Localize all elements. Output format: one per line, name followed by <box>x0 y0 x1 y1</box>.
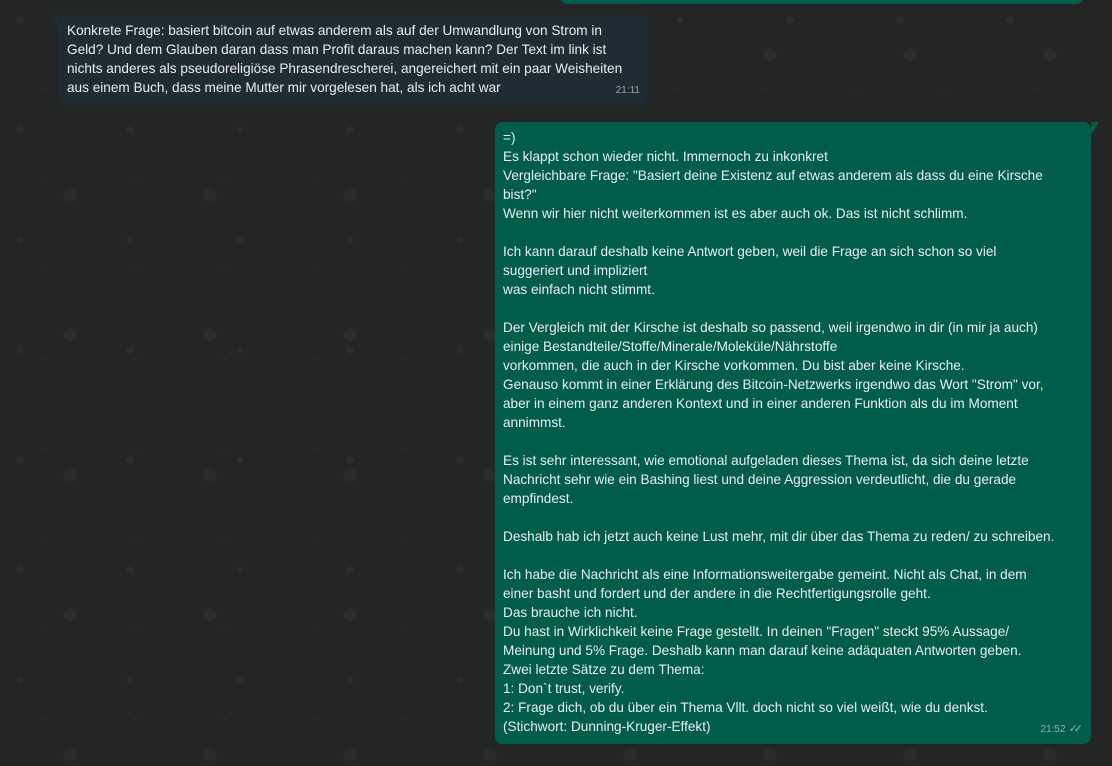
message-meta <box>616 81 640 100</box>
message-text: Konkrete Frage: basiert bitcoin auf etwas anderem als auf der Umwandlung von Strom in Geld? Und dem Glauben daran dass man Profit daraus machen kann? Der Text im link ist nichts anderes als pseudoreligiöse Phrasendrescherei, angereichert mit ein paar Weisheiten aus einem Buch, dass meine Mutter mir vorgelesen hat, als ich acht war <box>67 23 623 95</box>
incoming-message[interactable] <box>59 15 648 105</box>
double-check-icon: ✓✓ <box>1068 723 1079 735</box>
message-time: 21:11 <box>615 85 640 96</box>
message-time: 21:52 <box>1040 724 1066 735</box>
outgoing-message[interactable] <box>495 122 1091 744</box>
message-text: =) Es klappt schon wieder nicht. Immernoch zu inkonkret Vergleichbare Frage: "Basiert deine Existenz auf etwas anderem als dass du eine Kirsche bist?" Wenn wir hier nicht weiterkommen ist es aber auch ok. Das ist nicht schlimm. Ich kann darauf deshalb keine Antwort geben, weil die Frage an sich schon so viel suggeriert und impliziert was einfach nicht stimmt. Der Vergleich mit der Kirsche ist deshalb so passend, weil irgendwo in dir (in mir ja auch) einige Bestandteile/Stoffe/Minerale/Moleküle/Nährstoffe vorkommen, die auch in der Kirsche vorkommen. Du bist aber keine Kirsche. Genauso kommt in einer Erklärung des Bitcoin-Netzwerks irgendwo das Wort "Strom" vor, aber in einem ganz anderen Kontext und in einer anderen Funktion als du im Moment annimmst. Es ist sehr interessant, wie emotional aufgeladen dieses Thema ist, da sich deine letzte Nachricht sehr wie ein Bashing liest und deine Aggression verdeutlicht, die du gerade empfindest. Deshalb hab ich jetzt auch keine Lust mehr, mit dir über das Thema zu reden/ zu schreiben. Ich habe die Nachricht als eine Informationsweitergabe gemeint. Nicht als Chat, in dem einer basht und fordert und der andere in die Rechtfertigungsrolle geht. Das brauche ich nicht. Du hast in Wirklichkeit keine Frage gestellt. In deinen "Fragen" steckt 95% Aussage/ Meinung und 5% Frage. Deshalb kann man darauf keine adäquaten Antworten geben. Zwei letzte Sätze zu dem Thema: 1: Don`t trust, verify. 2: Frage dich, ob du über ein Thema Vllt. doch nicht so viel weißt, wie du denkst. (Stichwort: Dunning-Kruger-Effekt) <box>503 130 1055 734</box>
previous-outgoing-bubble <box>560 0 1084 4</box>
message-meta <box>1041 720 1083 739</box>
